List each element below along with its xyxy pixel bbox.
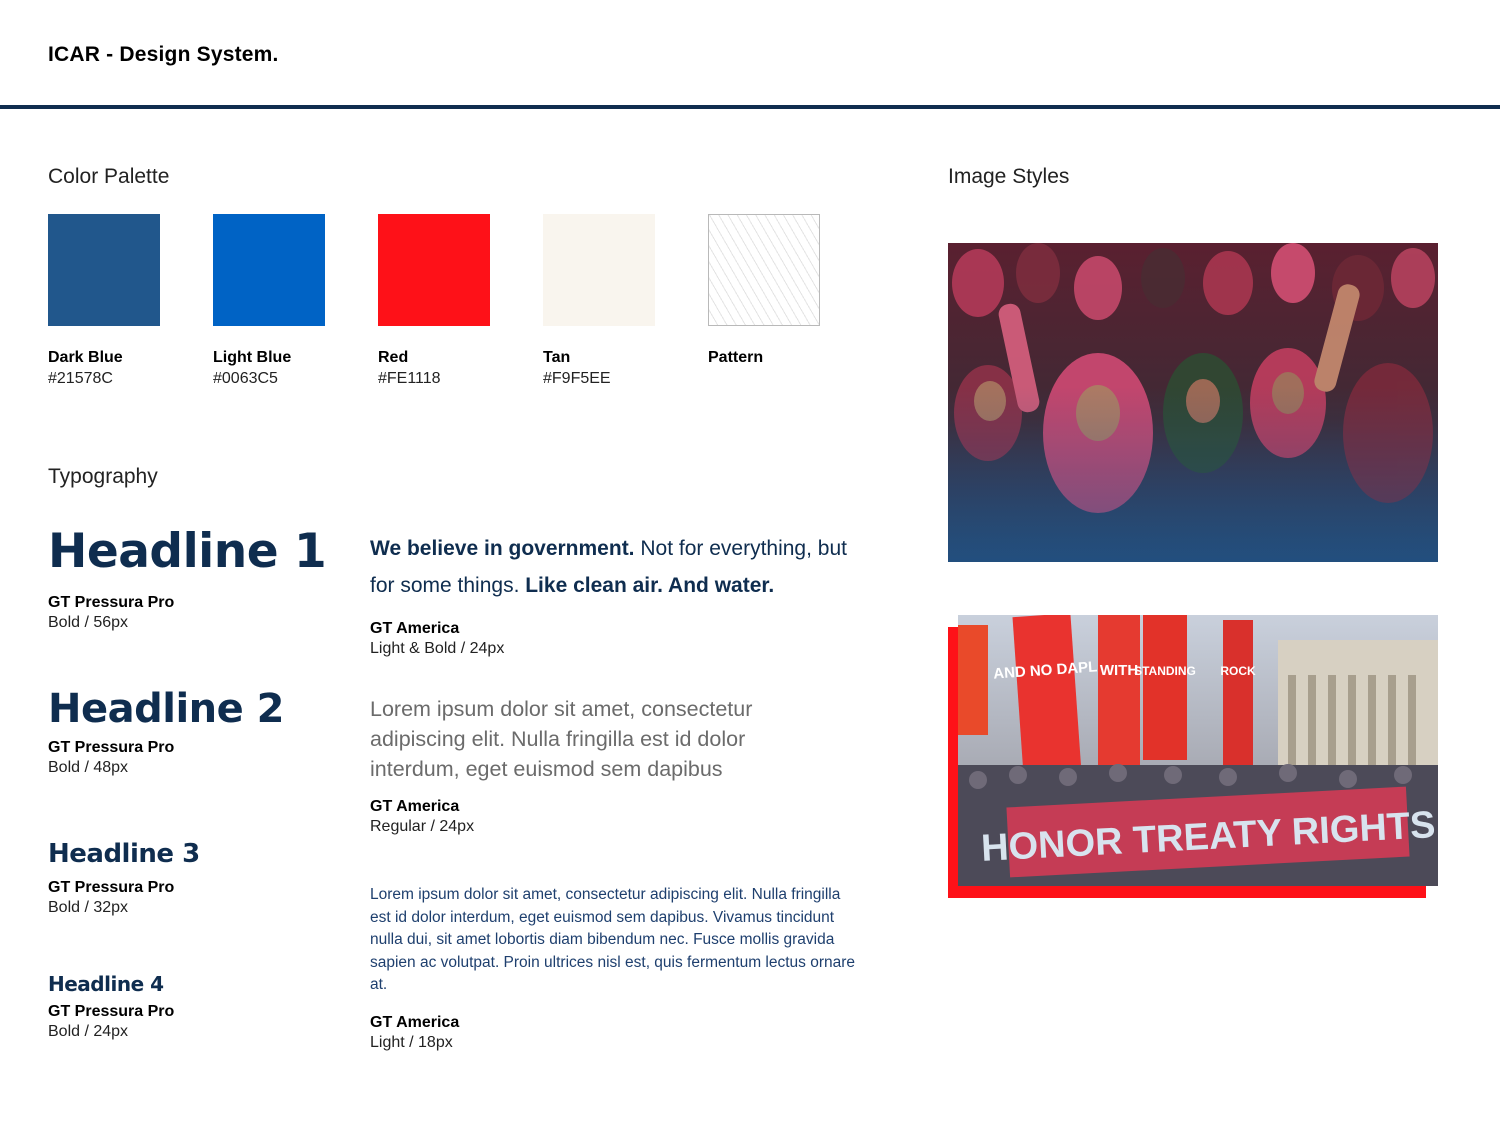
image-styles-heading: Image Styles	[948, 165, 1070, 188]
lead-bold-1: We believe in government.	[370, 537, 635, 560]
swatch-light-blue	[213, 214, 325, 326]
protest-crowd-image	[948, 243, 1438, 562]
light-spec: Light / 18px	[370, 1034, 453, 1051]
headline-2-spec: Bold / 48px	[48, 759, 129, 776]
swatch-pattern	[708, 214, 820, 326]
regular-font: GT America	[370, 798, 460, 815]
headline-2-font: GT Pressura Pro	[48, 739, 175, 756]
headline-1-font: GT Pressura Pro	[48, 594, 175, 611]
lead-text-sample	[370, 530, 850, 604]
color-palette-heading: Color Palette	[48, 165, 170, 188]
swatch-name: Tan	[543, 349, 571, 366]
lead-font: GT America	[370, 620, 460, 637]
headline-3-sample: Headline 3	[48, 839, 200, 869]
swatch-dark-blue	[48, 214, 160, 326]
typography-heading: Typography	[48, 465, 158, 488]
banner-text: HONOR TREATY RIGHTS	[980, 804, 1437, 870]
sign-text: WITH	[1099, 662, 1139, 679]
headline-4-font: GT Pressura Pro	[48, 1003, 175, 1020]
sign-text: STANDING	[1134, 664, 1196, 678]
page-title: ICAR - Design System.	[48, 43, 279, 66]
swatch-hex: #21578C	[48, 370, 113, 387]
swatch-tan	[543, 214, 655, 326]
swatch-red	[378, 214, 490, 326]
swatch-name: Red	[378, 349, 409, 366]
lead-light-1: Not for everything, but for some things.	[370, 537, 847, 597]
swatch-name: Dark Blue	[48, 349, 123, 366]
headline-3-font: GT Pressura Pro	[48, 879, 175, 896]
swatch-name: Pattern	[708, 349, 764, 366]
treaty-rights-march-image	[958, 615, 1438, 886]
regular-spec: Regular / 24px	[370, 818, 475, 835]
headline-3-spec: Bold / 32px	[48, 899, 129, 916]
swatch-hex: #0063C5	[213, 370, 278, 387]
sign-text: ROCK	[1220, 664, 1256, 678]
headline-2-sample: Headline 2	[48, 686, 285, 732]
headline-4-sample: Headline 4	[48, 972, 164, 996]
headline-4-spec: Bold / 24px	[48, 1023, 129, 1040]
lead-spec: Light & Bold / 24px	[370, 640, 505, 657]
regular-text-sample: Lorem ipsum dolor sit amet, consectetur adipiscing elit. Nulla fringilla est id dolor interdum, eget euismod sem dapibus	[370, 697, 753, 781]
header-divider	[0, 105, 1500, 109]
headline-1-spec: Bold / 56px	[48, 614, 129, 631]
swatch-name: Light Blue	[213, 349, 292, 366]
swatch-hex: #FE1118	[378, 370, 441, 387]
swatch-hex: #F9F5EE	[543, 370, 611, 387]
protest-crowd-photo	[948, 243, 1438, 562]
sign-text: AND NO DAPL	[992, 658, 1098, 683]
light-font: GT America	[370, 1014, 460, 1031]
light-text-sample: Lorem ipsum dolor sit amet, consectetur adipiscing elit. Nulla fringilla est id dolor interdum, eget euismod sem dapibus. Vivamus tincidunt nulla dui, sit amet lobortis diam bibendum nec. Fusce mollis gravida sapien ac volutpat. Proin ultrices nisl est, quis fermentum lectus ornare at.	[370, 886, 856, 994]
march-photo	[958, 615, 1438, 886]
headline-1-sample: Headline 1	[48, 524, 327, 579]
lead-bold-2: Like clean air. And water.	[525, 574, 775, 597]
